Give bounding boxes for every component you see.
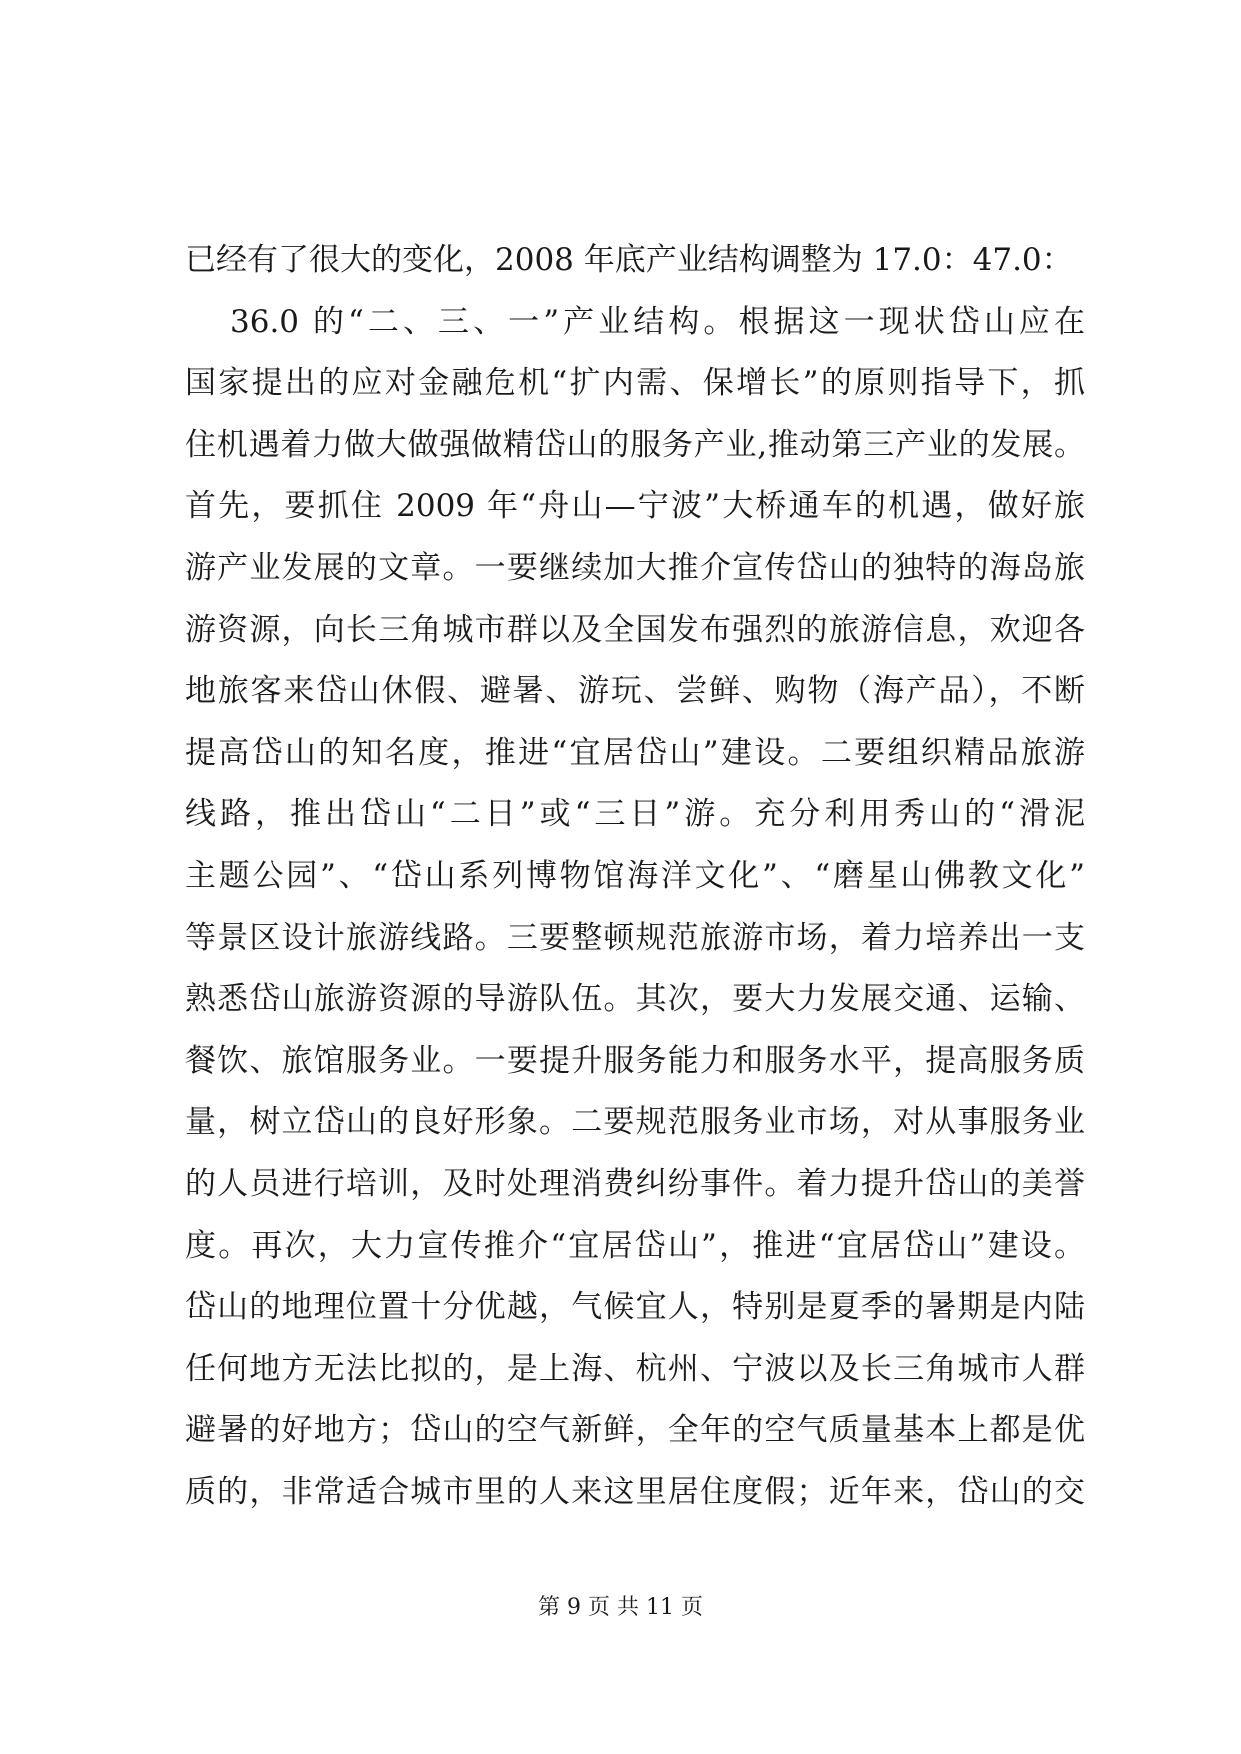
text-line: 首先，要抓住 2009 年“舟山—宁波”大桥通车的机遇，做好旅	[185, 488, 1085, 525]
text-line: 主题公园”、“岱山系列博物馆海洋文化”、“磨星山佛教文化”	[185, 857, 1085, 894]
text-line: 岱山的地理位置十分优越，气候宜人，特别是夏季的暑期是内陆	[185, 1289, 1085, 1326]
text-line: 避暑的好地方；岱山的空气新鲜，全年的空气质量基本上都是优	[185, 1412, 1085, 1449]
text-line: 游产业发展的文章。一要继续加大推介宣传岱山的独特的海岛旅	[185, 549, 1085, 586]
text-line: 地旅客来岱山休假、避暑、游玩、尝鲜、购物（海产品），不断	[185, 673, 1085, 710]
text-line: 任何地方无法比拟的，是上海、杭州、宁波以及长三角城市人群	[185, 1350, 1085, 1387]
text-line: 36.0 的“二、三、一”产业结构。根据这一现状岱山应在	[230, 303, 1085, 340]
text-line: 已经有了很大的变化，2008 年底产业结构调整为 17.0：47.0：	[185, 242, 1073, 278]
text-line: 的人员进行培训，及时处理消费纠纷事件。着力提升岱山的美誉	[185, 1165, 1085, 1202]
page-footer: 第 9 页 共 11 页	[538, 1595, 703, 1620]
text-line: 量，树立岱山的良好形象。二要规范服务业市场，对从事服务业	[185, 1104, 1085, 1141]
text-line: 线路，推出岱山“二日”或“三日”游。充分利用秀山的“滑泥	[185, 796, 1085, 833]
text-line: 提高岱山的知名度，推进“宜居岱山”建设。二要组织精品旅游	[185, 734, 1085, 771]
text-line: 住机遇着力做大做强做精岱山的服务产业,推动第三产业的发展。	[185, 426, 1085, 463]
body-text	[185, 230, 1085, 1523]
text-line: 度。再次，大力宣传推介“宜居岱山”，推进“宜居岱山”建设。	[185, 1227, 1085, 1264]
text-line: 熟悉岱山旅游资源的导游队伍。其次，要大力发展交通、运输、	[185, 981, 1085, 1018]
text-line: 质的，非常适合城市里的人来这里居住度假；近年来，岱山的交	[185, 1473, 1085, 1510]
text-line: 游资源，向长三角城市群以及全国发布强烈的旅游信息，欢迎各	[185, 611, 1085, 648]
text-line: 餐饮、旅馆服务业。一要提升服务能力和服务水平，提高服务质	[185, 1042, 1085, 1079]
text-line: 等景区设计旅游线路。三要整顿规范旅游市场，着力培养出一支	[185, 919, 1085, 956]
text-line: 国家提出的应对金融危机“扩内需、保增长”的原则指导下，抓	[185, 365, 1085, 402]
